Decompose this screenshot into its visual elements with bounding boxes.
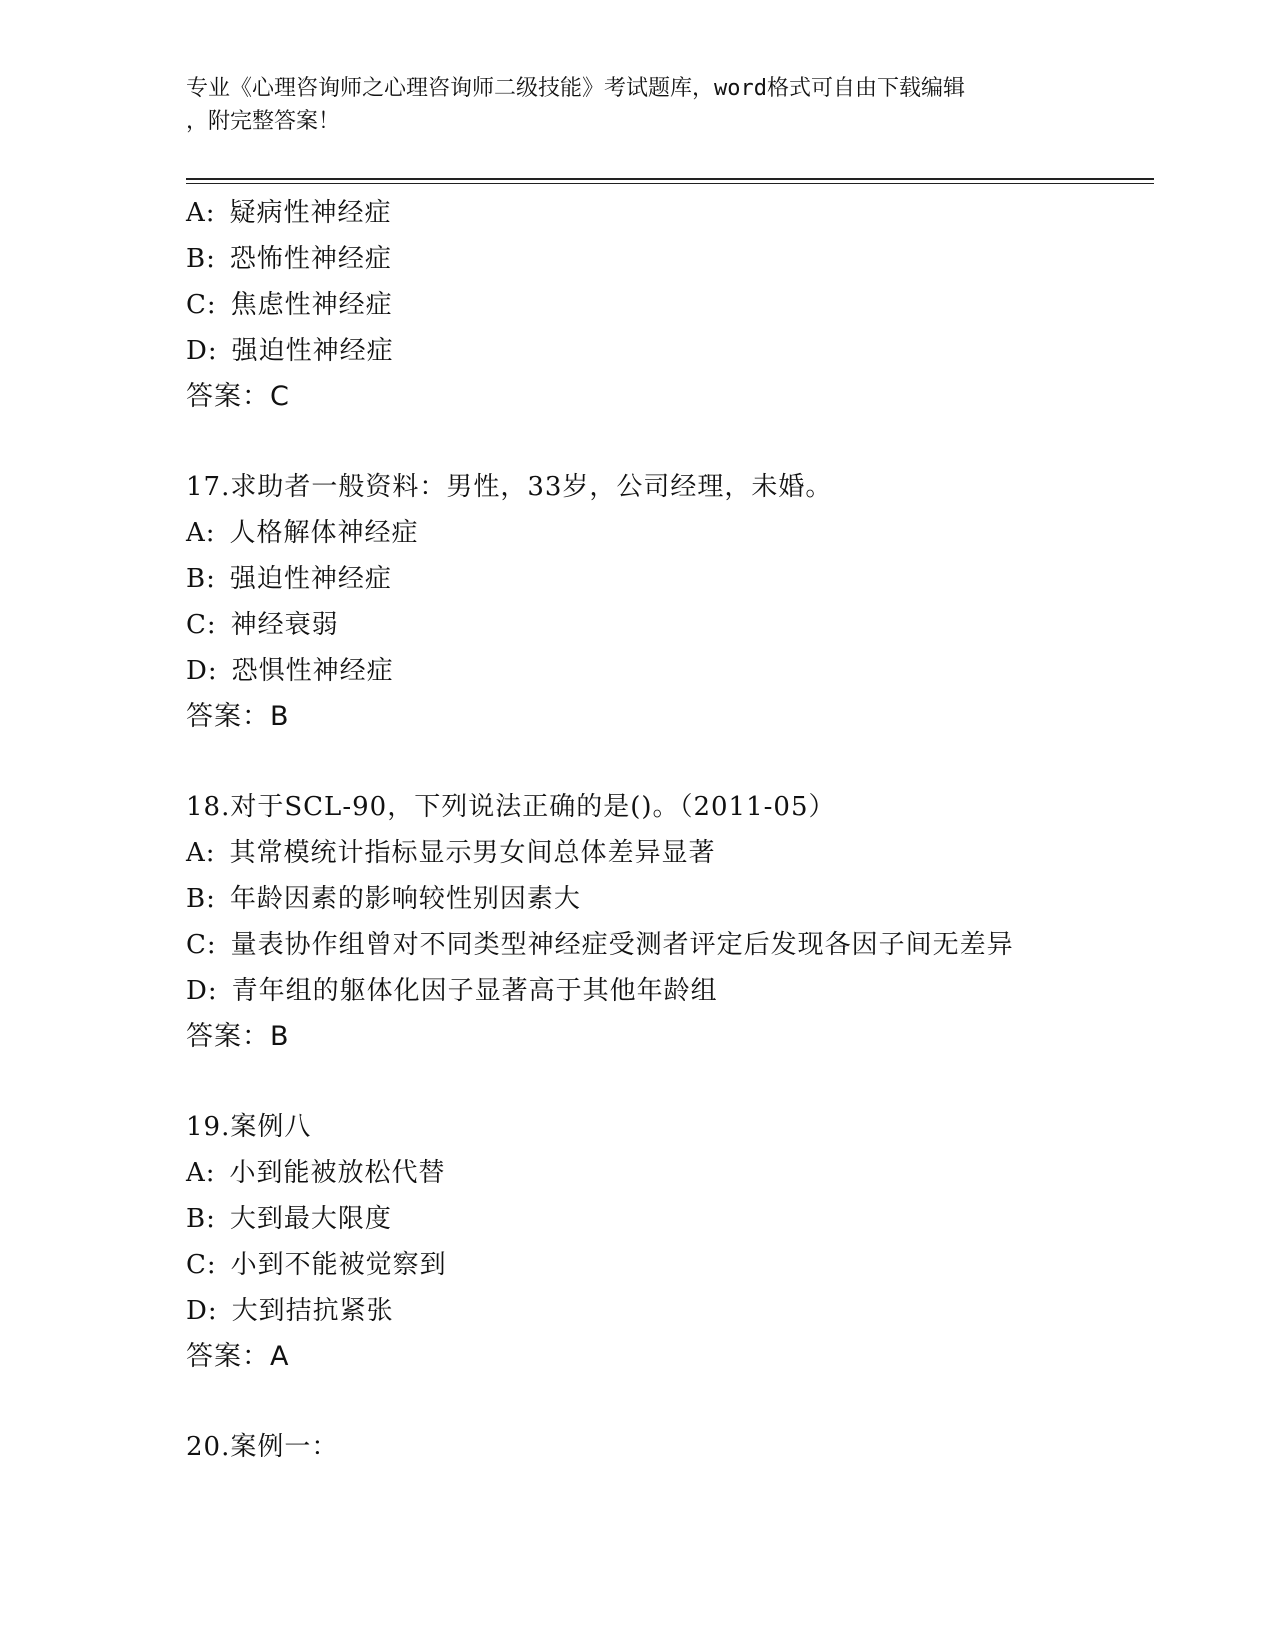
option-text: 年龄因素的影响较性别因素大 <box>229 884 581 914</box>
document-header <box>186 72 1076 138</box>
option-c <box>186 922 1086 968</box>
option-c <box>186 602 1086 648</box>
option-letter: A: <box>186 518 216 548</box>
question-stem: 20.案例一： <box>186 1432 339 1462</box>
option-letter: B: <box>186 1204 216 1234</box>
option-text: 青年组的躯体化因子显著高于其他年龄组 <box>231 976 718 1006</box>
option-b <box>186 876 1086 922</box>
question-16 <box>186 190 1086 420</box>
option-letter: C: <box>186 1250 217 1280</box>
question-stem: 18.对于SCL-90，下列说法正确的是()。（2011-05） <box>186 792 836 822</box>
answer-line: 答案：B <box>186 701 290 732</box>
option-letter: B: <box>186 564 216 594</box>
option-a <box>186 1150 1086 1196</box>
option-letter: D: <box>186 976 218 1006</box>
option-c <box>186 1242 1086 1288</box>
option-text: 大到拮抗紧张 <box>231 1296 394 1326</box>
question-19 <box>186 1104 1086 1380</box>
option-a <box>186 510 1086 556</box>
option-text: 小到能被放松代替 <box>229 1158 446 1188</box>
answer-line: 答案：A <box>186 1341 290 1372</box>
option-b <box>186 556 1086 602</box>
option-c <box>186 282 1086 328</box>
option-letter: A: <box>186 198 216 228</box>
option-letter: B: <box>186 884 216 914</box>
header-line-1: 专业《心理咨询师之心理咨询师二级技能》考试题库，word格式可自由下载编辑 <box>186 76 965 101</box>
option-letter: C: <box>186 930 217 960</box>
answer-line: 答案：B <box>186 1021 290 1052</box>
question-18 <box>186 784 1086 1060</box>
header-line-2: ，附完整答案！ <box>186 109 341 134</box>
spacer <box>186 420 1086 464</box>
header-divider-thin <box>186 183 1154 184</box>
option-letter: A: <box>186 838 216 868</box>
option-letter: B: <box>186 244 216 274</box>
spacer <box>186 1060 1086 1104</box>
spacer <box>186 740 1086 784</box>
option-text: 强迫性神经症 <box>231 336 394 366</box>
option-d <box>186 1288 1086 1334</box>
question-stem: 19.案例八 <box>186 1112 312 1142</box>
option-d <box>186 328 1086 374</box>
option-letter: C: <box>186 290 217 320</box>
question-20 <box>186 1424 1086 1470</box>
option-b <box>186 1196 1086 1242</box>
question-stem: 17.求助者一般资料：男性，33岁，公司经理，未婚。 <box>186 472 833 502</box>
option-d <box>186 968 1086 1014</box>
option-b <box>186 236 1086 282</box>
option-letter: D: <box>186 336 218 366</box>
option-text: 量表协作组曾对不同类型神经症受测者评定后发现各因子间无差异 <box>230 930 1014 960</box>
option-letter: D: <box>186 1296 218 1326</box>
header-divider-thick <box>186 178 1154 180</box>
option-letter: D: <box>186 656 218 686</box>
question-17 <box>186 464 1086 740</box>
option-text: 强迫性神经症 <box>229 564 392 594</box>
option-letter: C: <box>186 610 217 640</box>
option-text: 神经衰弱 <box>230 610 339 640</box>
spacer <box>186 1380 1086 1424</box>
option-text: 恐怖性神经症 <box>229 244 392 274</box>
option-text: 人格解体神经症 <box>229 518 419 548</box>
question-list <box>186 190 1086 1470</box>
option-letter: A: <box>186 1158 216 1188</box>
option-text: 疑病性神经症 <box>229 198 392 228</box>
option-d <box>186 648 1086 694</box>
option-text: 小到不能被觉察到 <box>230 1250 447 1280</box>
answer-line: 答案：C <box>186 381 290 412</box>
option-text: 大到最大限度 <box>229 1204 392 1234</box>
option-text: 恐惧性神经症 <box>231 656 394 686</box>
option-a <box>186 830 1086 876</box>
option-a <box>186 190 1086 236</box>
option-text: 焦虑性神经症 <box>230 290 393 320</box>
option-text: 其常模统计指标显示男女间总体差异显著 <box>229 838 716 868</box>
